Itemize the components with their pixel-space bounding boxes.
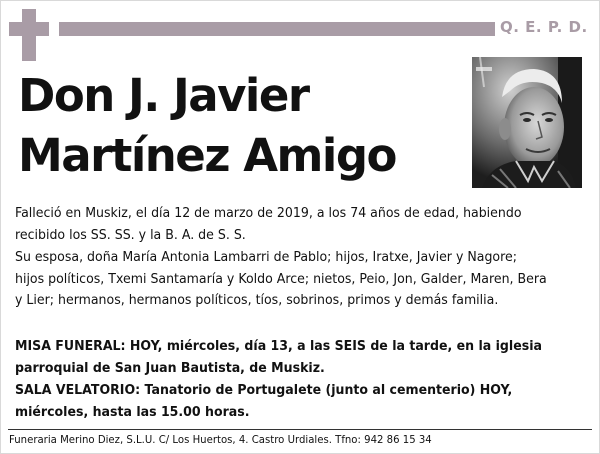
- family-paragraph: Su esposa, doña María Antonia Lambarri de Pablo; hijos, Iratxe, Javier y Nagore; hijos políticos, Txemi Santamaría y Koldo Arce; nietos, Peio, Jon, Galder, Maren, Bera y Lier; hermanos, hermanos políticos, tíos, sobrinos, primos y demás familia.: [15, 249, 547, 309]
- deceased-name-line-1: Don J. Javier: [18, 69, 309, 122]
- header-rule: [59, 22, 495, 36]
- funeral-home-footer: Funeraria Merino Diez, S.L.U. C/ Los Huertos, 4. Castro Urdiales. Tfno: 942 86 15 34: [9, 433, 432, 446]
- footer-rule: [8, 429, 592, 430]
- death-notice-paragraph: Falleció en Muskiz, el día 12 de marzo de 2019, a los 74 años de edad, habiendo recibido los SS. SS. y la B. A. de S. S.: [15, 205, 522, 243]
- portrait-photo: [472, 57, 582, 188]
- deceased-name-line-2: Martínez Amigo: [18, 129, 396, 182]
- wake-room-paragraph: SALA VELATORIO: Tanatorio de Portugalete (junto al cementerio) HOY, miércoles, hasta las 15.00 horas.: [15, 382, 513, 420]
- funeral-mass-paragraph: MISA FUNERAL: HOY, miércoles, día 13, a las SEIS de la tarde, en la iglesia parroquial de San Juan Bautista, de Muskiz.: [15, 338, 542, 376]
- qepd-label: Q. E. P. D.: [500, 18, 588, 36]
